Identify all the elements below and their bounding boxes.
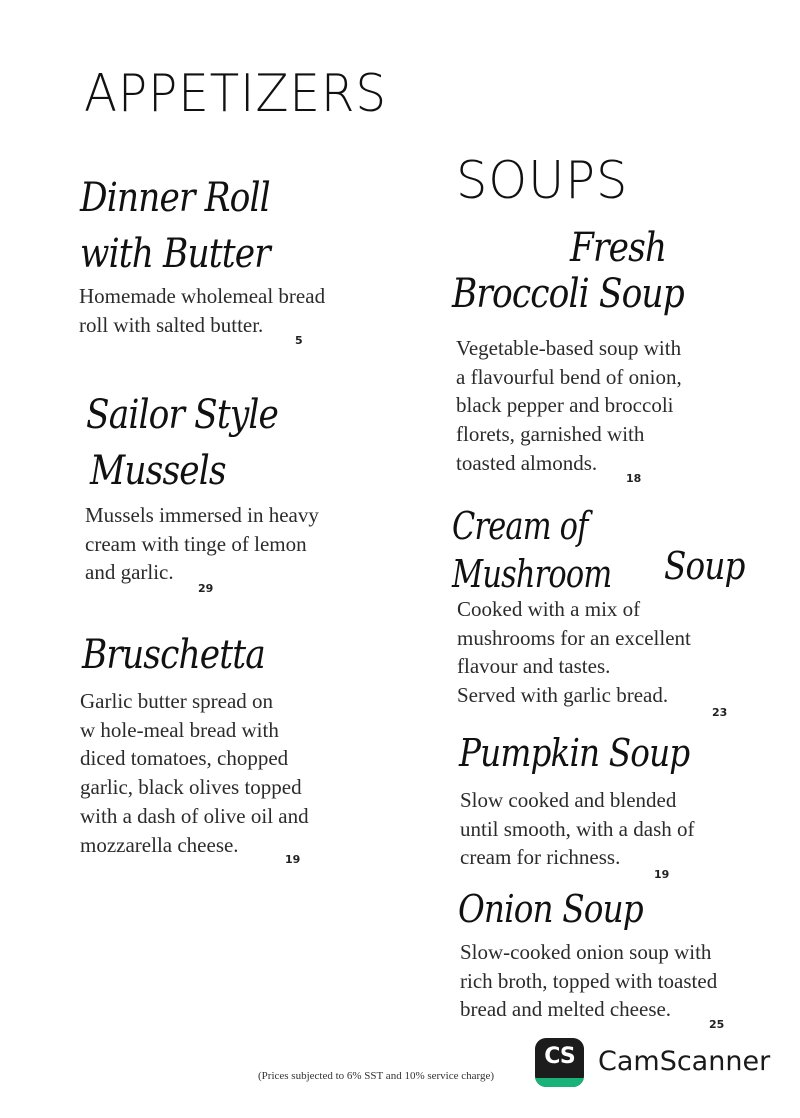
item-name-line: Cream of Mushroom bbox=[452, 504, 612, 596]
item-name-line: Dinner Roll bbox=[80, 175, 270, 221]
item-name-line: Onion Soup bbox=[458, 887, 643, 931]
item-description: Cooked with a mix of mushrooms for an excellent flavour and tastes. Served with garlic bread. bbox=[457, 597, 691, 708]
item-description: Vegetable-based soup with a flavourful bend of onion, black pepper and broccoli florets, garnished with toasted almonds. bbox=[456, 336, 682, 475]
appetizers-heading: APPETIZERS bbox=[84, 64, 388, 124]
item-name-line: Sailor Style bbox=[86, 392, 279, 438]
item-price: 19 bbox=[654, 868, 670, 881]
price-footnote: (Prices subjected to 6% SST and 10% service charge) bbox=[258, 1070, 495, 1082]
item-price: 5 bbox=[295, 334, 303, 347]
item-name-line: Mussels bbox=[90, 448, 226, 494]
item-name-line: Soup bbox=[664, 544, 745, 588]
item-description: Slow-cooked onion soup with rich broth, topped with toasted bread and melted cheese. bbox=[460, 940, 718, 1022]
item-price: 29 bbox=[198, 582, 214, 595]
item-name-line: Bruschetta bbox=[82, 632, 265, 678]
item-description: Mussels immersed in heavy cream with tinge of lemon and garlic. bbox=[85, 503, 319, 585]
soups-heading: SOUPS bbox=[456, 151, 629, 211]
item-description: Slow cooked and blended until smooth, with a dash of cream for richness. bbox=[460, 788, 695, 870]
camscanner-logo-icon bbox=[535, 1038, 584, 1087]
item-price: 18 bbox=[626, 472, 642, 485]
item-price: 23 bbox=[712, 706, 728, 719]
item-name-line: Broccoli Soup bbox=[452, 271, 684, 317]
item-price: 19 bbox=[285, 853, 301, 866]
camscanner-badge-text: CS bbox=[544, 1044, 575, 1069]
item-description: Homemade wholemeal bread roll with salted butter. bbox=[79, 284, 326, 337]
item-name-line: Pumpkin Soup bbox=[459, 731, 690, 775]
item-price: 25 bbox=[709, 1018, 725, 1031]
item-description: Garlic butter spread on w hole-meal bread with diced tomatoes, chopped garlic, black olives topped with a dash of olive oil and mozzarella cheese. bbox=[80, 689, 309, 857]
camscanner-name: CamScanner bbox=[598, 1046, 771, 1077]
item-name-line: Fresh bbox=[570, 225, 667, 271]
item-name-line: with Butter bbox=[80, 231, 270, 277]
